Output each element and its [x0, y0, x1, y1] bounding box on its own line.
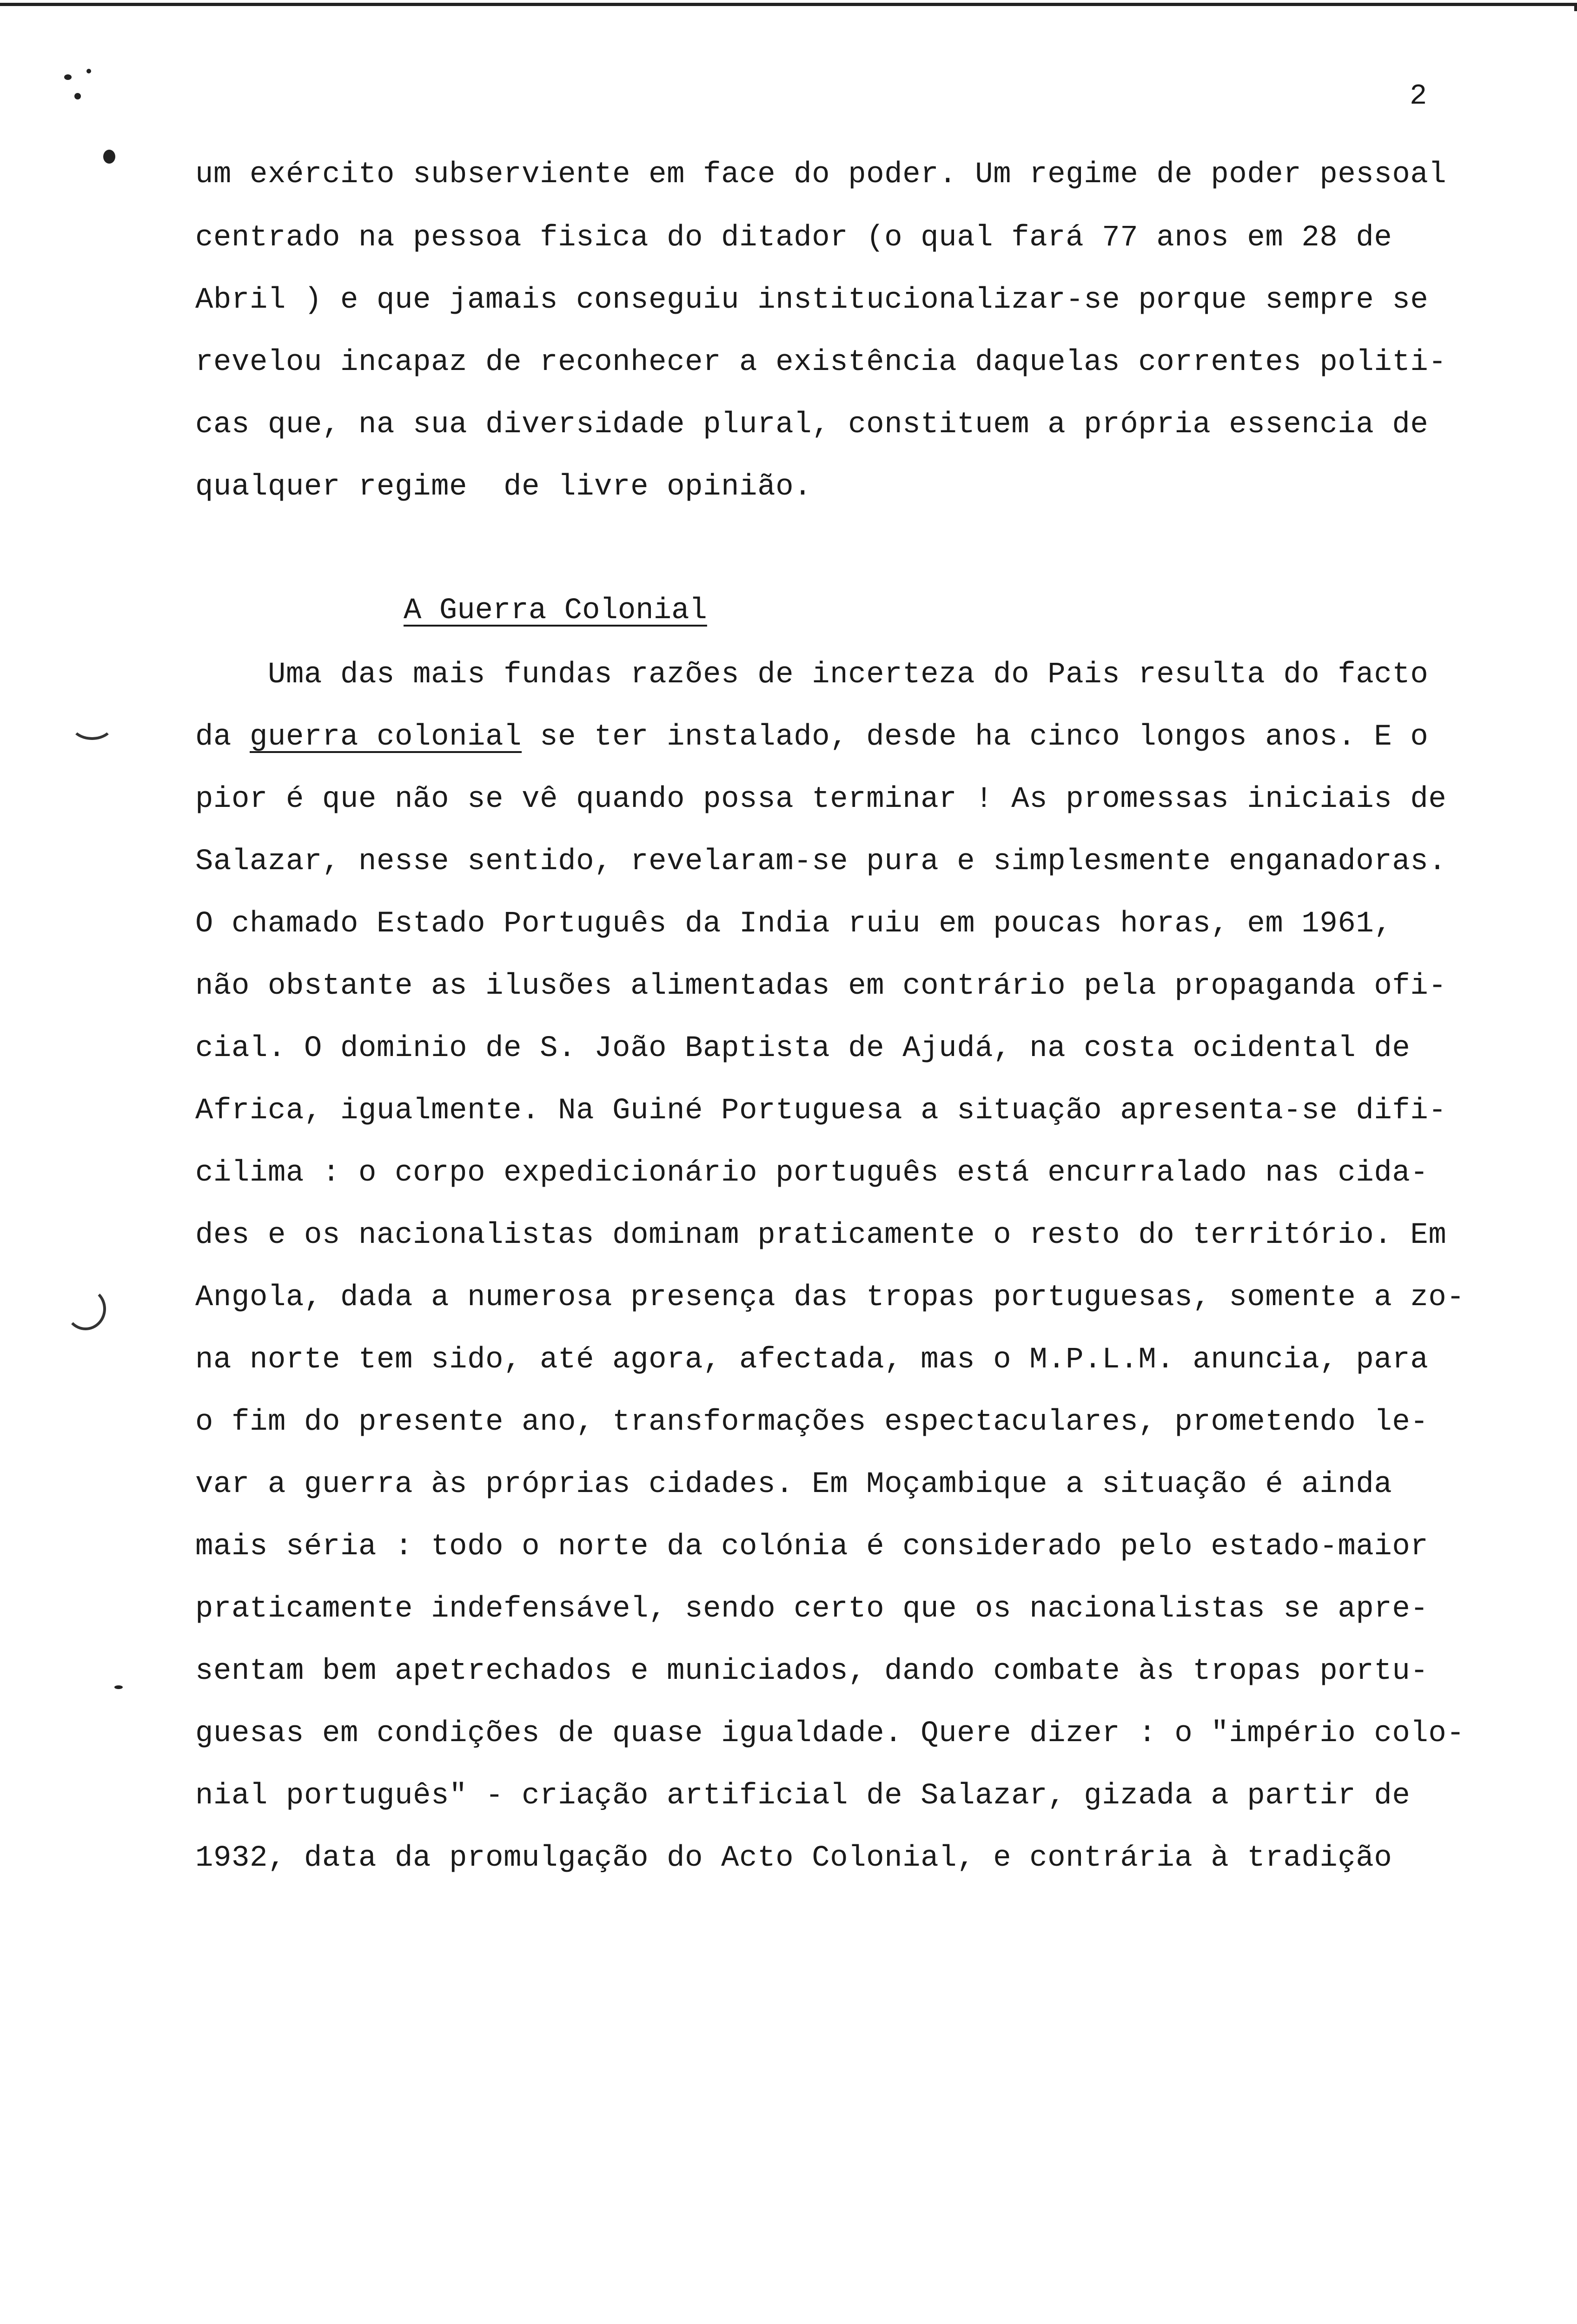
scan-speck [86, 69, 91, 73]
paragraph-line: Africa, igualmente. Na Guiné Portuguesa a situação apresenta-se difi- [195, 1094, 1447, 1128]
paragraph-line: pior é que não se vê quando possa terminar ! As promessas iniciais de [195, 783, 1447, 816]
paragraph-line: centrado na pessoa fisica do ditador (o qual fará 77 anos em 28 de [195, 221, 1392, 255]
paragraph-line: Uma das mais fundas razões de incerteza do Pais resulta do facto [195, 658, 1429, 692]
paragraph-line: 1932, data da promulgação do Acto Colonial, e contrária à tradição [195, 1842, 1392, 1875]
paragraph-line: na norte tem sido, até agora, afectada, mas o M.P.L.M. anuncia, para [195, 1343, 1429, 1377]
paragraph-line: o fim do presente ano, transformações espectaculares, prometendo le- [195, 1406, 1429, 1439]
paragraph-line: não obstante as ilusões alimentadas em contrário pela propaganda ofi- [195, 970, 1447, 1003]
paragraph-line [195, 722, 1428, 752]
scan-speck [103, 150, 115, 164]
paragraph-line: O chamado Estado Português da India ruiu em poucas horas, em 1961, [195, 907, 1392, 941]
paragraph-line: qualquer regime de livre opinião. [195, 470, 812, 504]
scan-speck [64, 74, 72, 80]
text-span: da [195, 720, 250, 754]
paragraph-line: revelou incapaz de reconhecer a existência daquelas correntes politi- [195, 346, 1447, 379]
underlined-phrase: guerra colonial [250, 720, 522, 754]
scan-speck [74, 93, 81, 99]
top-border-rule-end [1556, 5, 1577, 11]
paragraph-line: cial. O dominio de S. João Baptista de Ajudá, na costa ocidental de [195, 1032, 1411, 1065]
margin-arc-mark [70, 706, 114, 740]
scan-speck [114, 1685, 123, 1689]
paragraph-line: um exército subserviente em face do poder. Um regime de poder pessoal [195, 158, 1447, 191]
paragraph-line: Salazar, nesse sentido, revelaram-se pura e simplesmente enganadoras. [195, 845, 1447, 878]
paragraph-line: Abril ) e que jamais conseguiu institucionalizar-se porque sempre se [195, 284, 1429, 317]
paragraph-line: praticamente indefensável, sendo certo que os nacionalistas se apre- [195, 1592, 1429, 1626]
paragraph-line: des e os nacionalistas dominam praticamente o resto do território. Em [195, 1219, 1447, 1252]
paragraph-line: mais séria : todo o norte da colónia é considerado pelo estado-maior [195, 1530, 1429, 1564]
paragraph-line: guesas em condições de quase igualdade. Quere dizer : o "império colo- [195, 1717, 1465, 1750]
page-number: 2 [1410, 79, 1427, 112]
paragraph-line: cilima : o corpo expedicionário português está encurralado nas cida- [195, 1156, 1429, 1190]
margin-arc-mark [65, 1287, 106, 1330]
paragraph-line: sentam bem apetrechados e municiados, dando combate às tropas portu- [195, 1655, 1429, 1688]
paragraph-line: nial português" - criação artificial de Salazar, gizada a partir de [195, 1779, 1411, 1813]
paragraph-line: var a guerra às próprias cidades. Em Moçambique a situação é ainda [195, 1468, 1392, 1501]
text-span: se ter instalado, desde ha cinco longos anos. E o [522, 720, 1429, 754]
section-heading: A Guerra Colonial [404, 594, 707, 627]
paragraph-line: Angola, dada a numerosa presença das tropas portuguesas, somente a zo- [195, 1281, 1465, 1314]
paragraph-line: cas que, na sua diversidade plural, constituem a própria essencia de [195, 408, 1429, 442]
top-border-rule [0, 3, 1577, 6]
